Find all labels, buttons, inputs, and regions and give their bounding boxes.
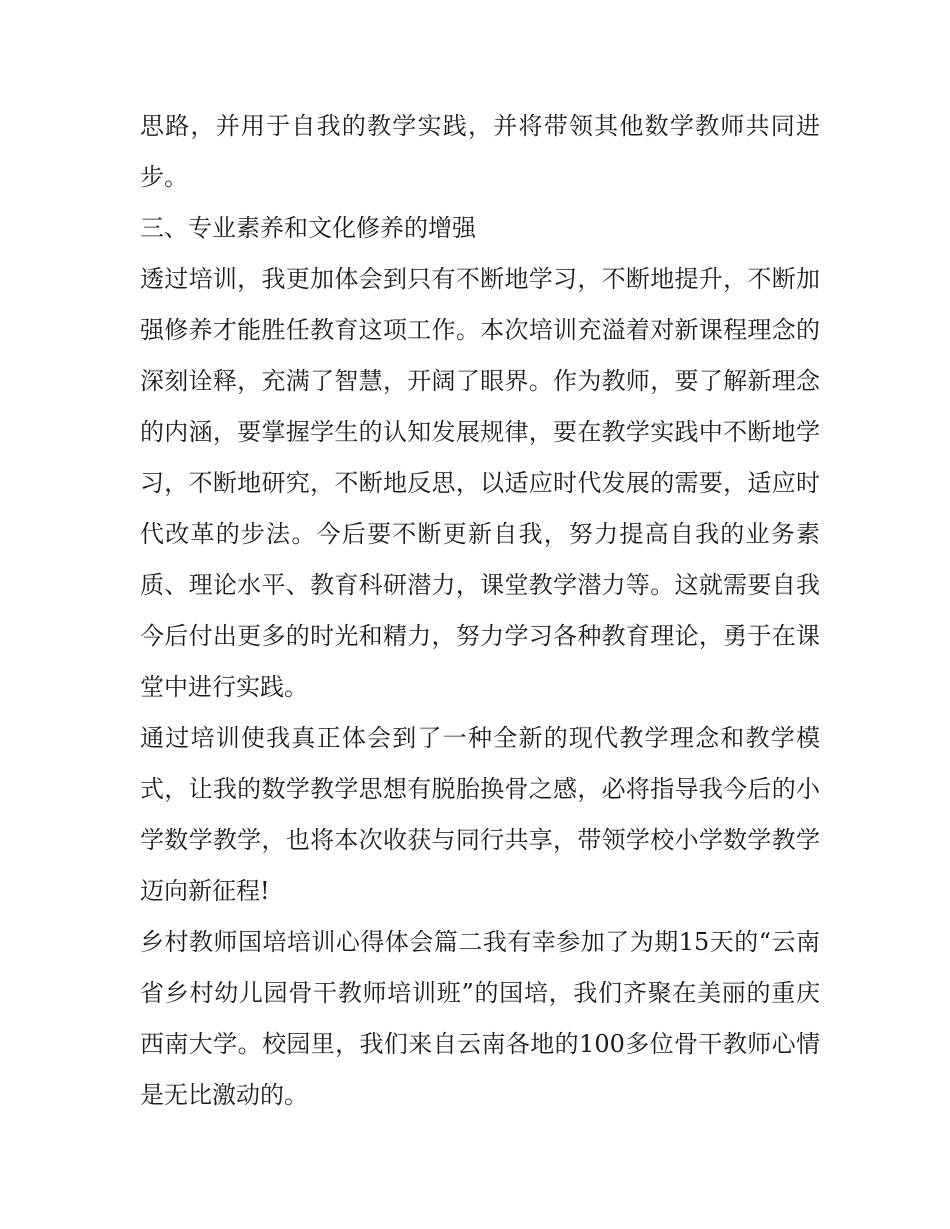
document-body (140, 101, 820, 1121)
paragraph-new-teaching-concepts: 通过培训使我真正体会到了一种全新的现代教学理念和教学模式，让我的数学教学思想有脱胎换骨之感，必将指导我今后的小学数学教学，也将本次收获与同行共享，带领学校小学数学教学迈向新征程! (140, 724, 820, 905)
paragraph-continued-thinking: 思路，并用于自我的教学实践，并将带领其他数学教师共同进步。 (140, 112, 820, 191)
paragraph-training-reflection: 透过培训，我更加体会到只有不断地学习，不断地提升，不断加强修养才能胜任教育这项工作。本次培训充溢着对新课程理念的深刻诠释，充满了智慧，开阔了眼界。作为教师，要了解新理念的内涵，要掌握学生的认知发展规律，要在教学实践中不断地学习，不断地研究，不断地反思，以适应时代发展的需要，适应时代改革的步法。今后要不断更新自我，努力提高自我的业务素质、理论水平、教育科研潜力，课堂教学潜力等。这就需要自我今后付出更多的时光和精力，努力学习各种教育理论，勇于在课堂中进行实践。 (140, 265, 820, 701)
section-heading-professional-literacy: 三、专业素养和文化修养的增强 (140, 214, 476, 242)
paragraph-article-two-intro: 乡村教师国培培训心得体会篇二我有幸参加了为期15天的“云南省乡村幼儿园骨干教师培训班”的国培，我们齐聚在美丽的重庆西南大学。校园里，我们来自云南各地的100多位骨干教师心情是无比激动的。 (140, 928, 820, 1109)
